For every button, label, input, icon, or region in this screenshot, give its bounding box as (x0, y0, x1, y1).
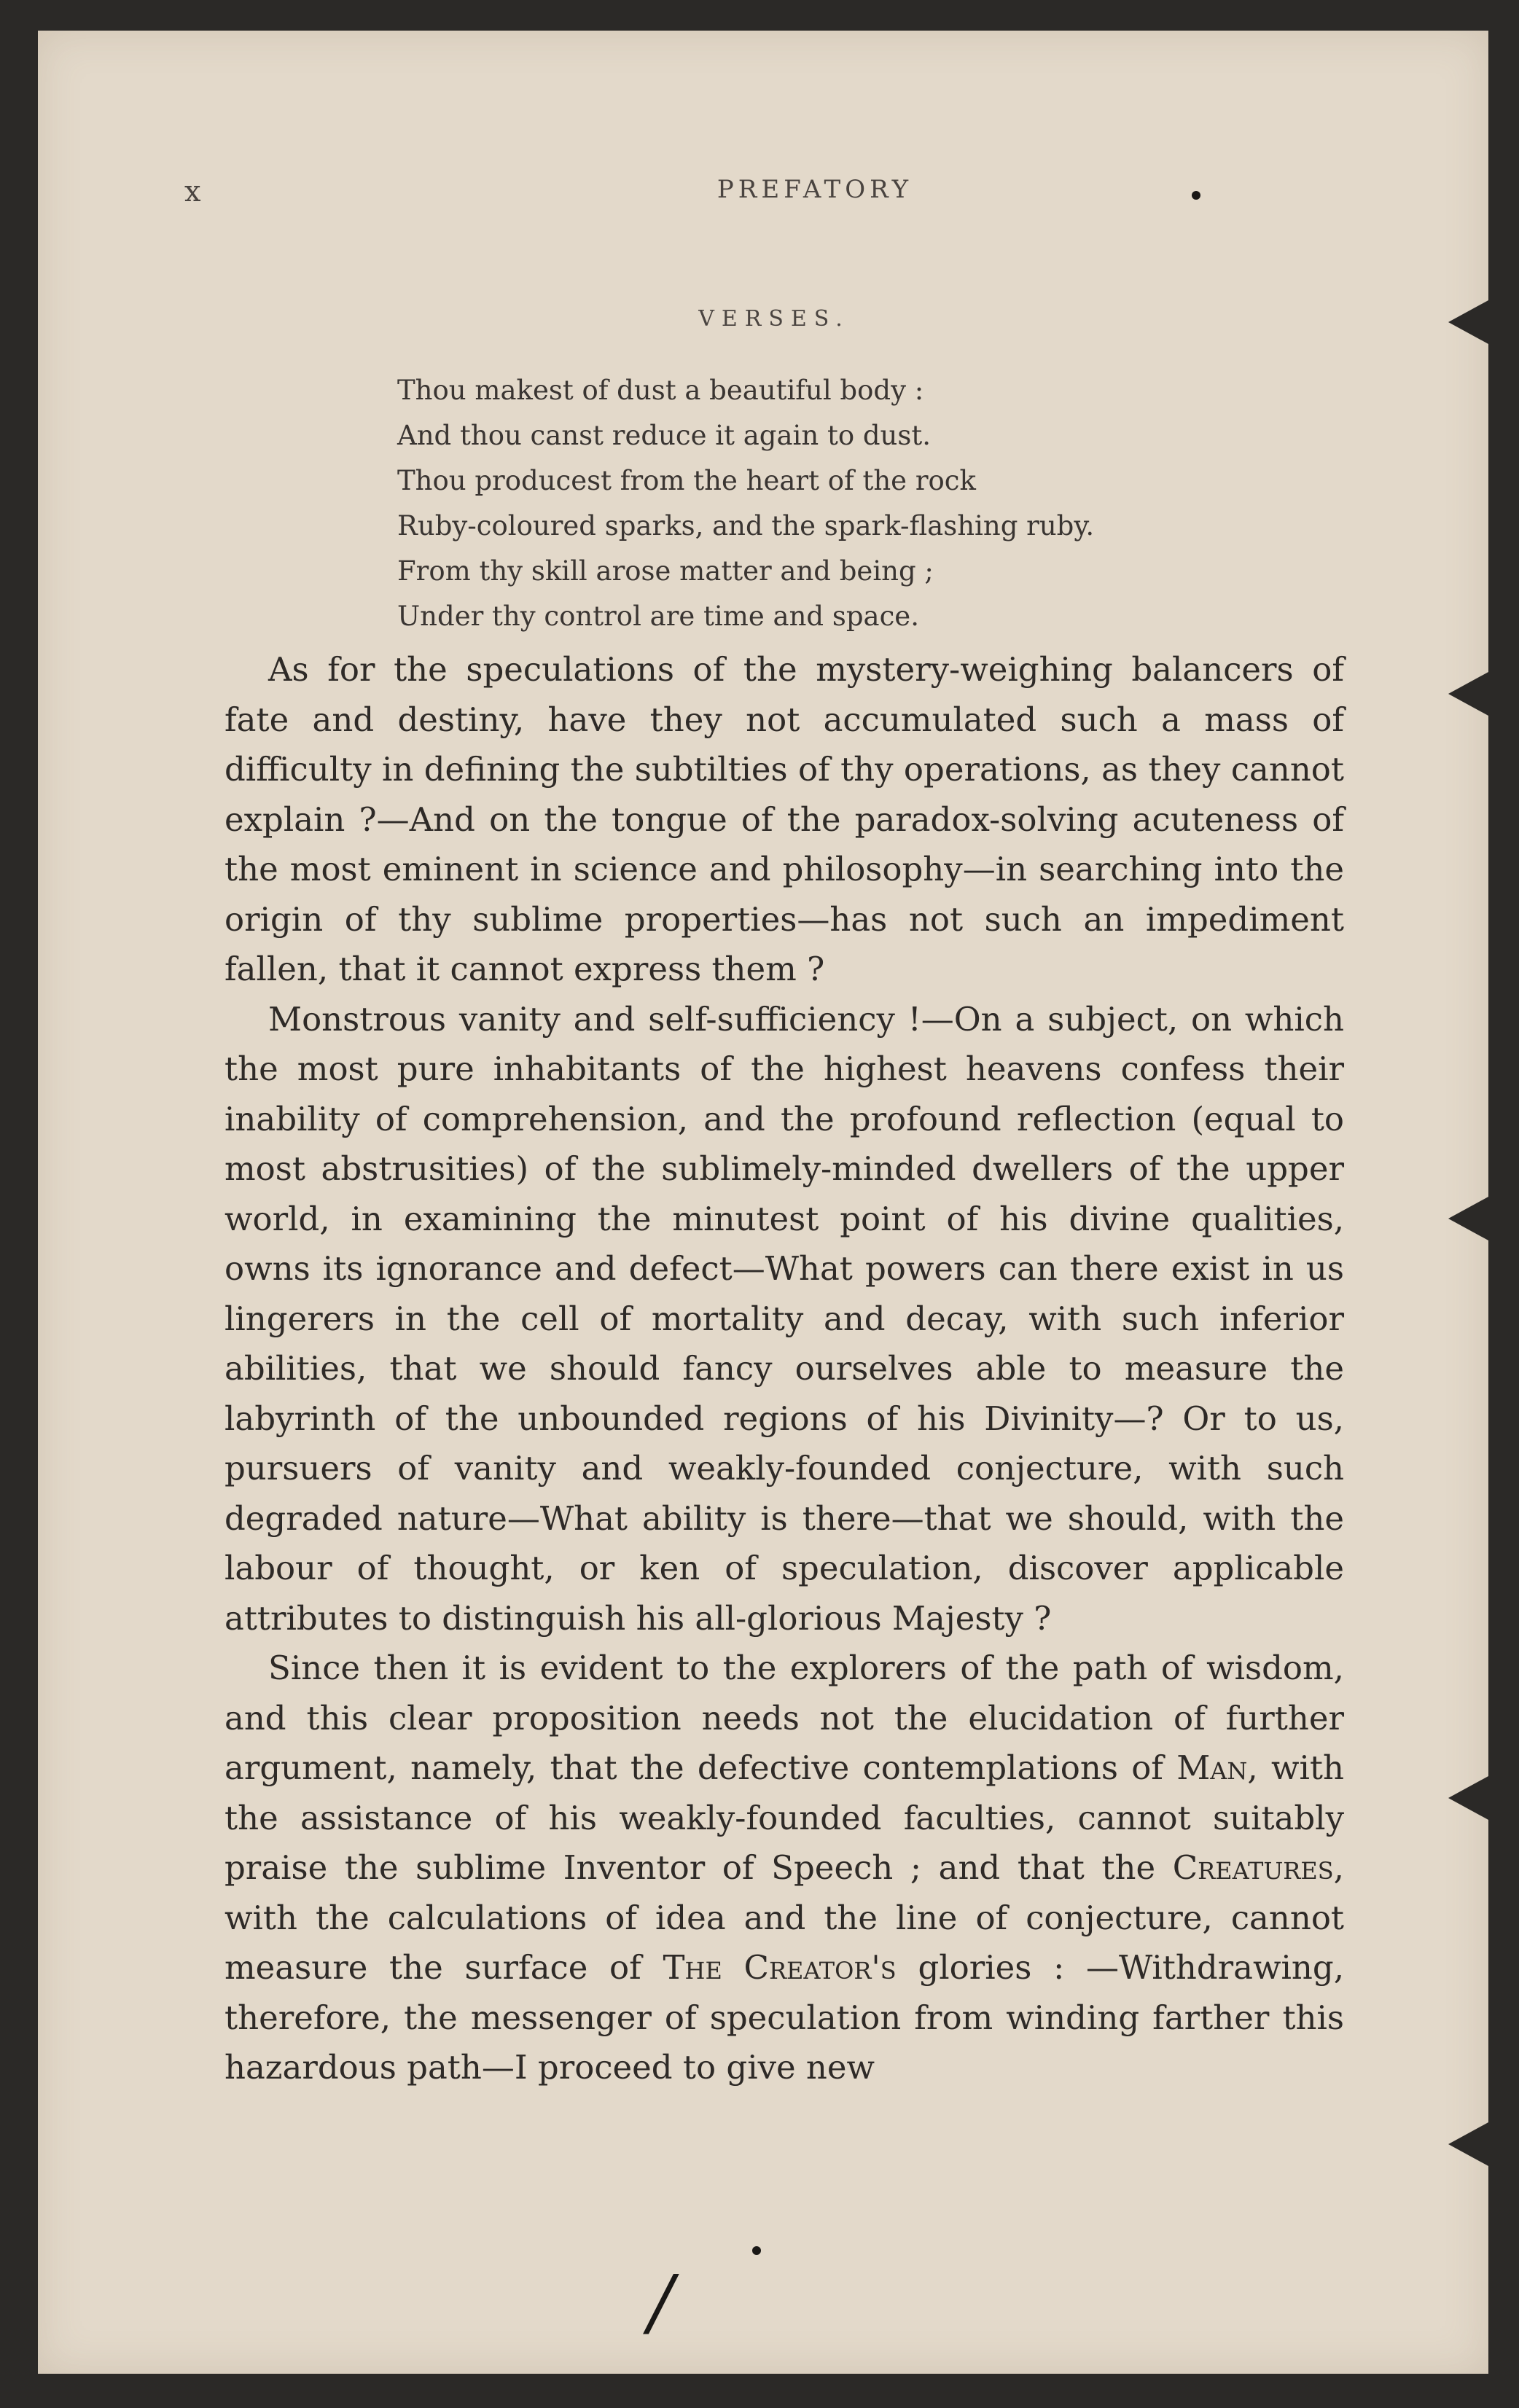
section-subheading: VERSES. (698, 306, 850, 332)
verse-line: And thou canst reduce it again to dust. (397, 420, 931, 451)
paragraph: Monstrous vanity and self-sufficiency !—On a subject, on which the most pure inhabitants of the highest heavens confess their inability of comprehension, and the profound reflection (equal to most abstrusities) of the sublimely-minded dwellers of the upper world, in examining the minutest point of his divine qualities, owns its ignorance and defect—What powers can there exist in us lingerers in the cell of mortality and decay, with such inferior abilities, that we should fancy ourselves able to measure the labyrinth of the unbounded regions of his Divinity—? Or to us, pursuers of vanity and weakly-founded conjecture, with such degraded nature—What ability is there—that we should, with the labour of thought, or ken of speculation, discover applicable attributes to distinguish his all-glorious Majesty ? (224, 999, 1344, 1638)
paragraph (224, 1643, 1344, 2093)
ink-speck (752, 2246, 761, 2255)
torn-edge (1448, 672, 1488, 716)
verse-line: Thou producest from the heart of the rock (397, 465, 976, 496)
verse-line: From thy skill arose matter and being ; (397, 555, 934, 587)
small-caps-word: The Creator's (663, 1948, 897, 1987)
torn-edge (1448, 1197, 1488, 1240)
signature-mark: / (649, 2259, 673, 2345)
text-run: glories : —Withdrawing, therefore, the messenger of speculation from winding farther this hazardous path—I proceed to give new (224, 1948, 1345, 2087)
text-run: , with the assistance of his weakly-founded faculties, cannot suitably praise the sublime Inventor of Speech ; and that the (224, 1748, 1344, 1887)
text-run: Since then it is evident to the explorers of the path of wisdom, and this clear proposition needs not the elucidation of further argument, namely, that the defective contemplations of (224, 1649, 1344, 1787)
torn-edge (1448, 2122, 1488, 2166)
verse-line: Under thy control are time and space. (397, 601, 919, 632)
small-caps-word: Creatures (1172, 1848, 1334, 1887)
verse-line: Ruby-coloured sparks, and the spark-flashing ruby. (397, 510, 1095, 542)
page-header (184, 175, 1351, 219)
page-number: x (184, 175, 201, 208)
ink-speck (1192, 191, 1200, 200)
verse-block (397, 368, 1235, 639)
running-title: PREFATORY (716, 175, 913, 204)
paragraph: As for the speculations of the mystery-weighing balancers of fate and destiny, have they not accumulated such a mass of difficulty in defining the subtilties of thy operations, as they cannot explain ?—And on the tongue of the paradox-solving acuteness of the most eminent in science and philosophy—in searching into the origin of thy sublime properties—has not such an impediment fallen, that it cannot express them ? (224, 650, 1344, 988)
torn-edge (1448, 1776, 1488, 1820)
verse-line: Thou makest of dust a beautiful body : (397, 375, 924, 406)
text-run: , with the calculations of idea and the line of conjecture, cannot measure the surface of (224, 1848, 1344, 1987)
body-text (224, 645, 1344, 2093)
small-caps-word: Man (1176, 1748, 1248, 1787)
